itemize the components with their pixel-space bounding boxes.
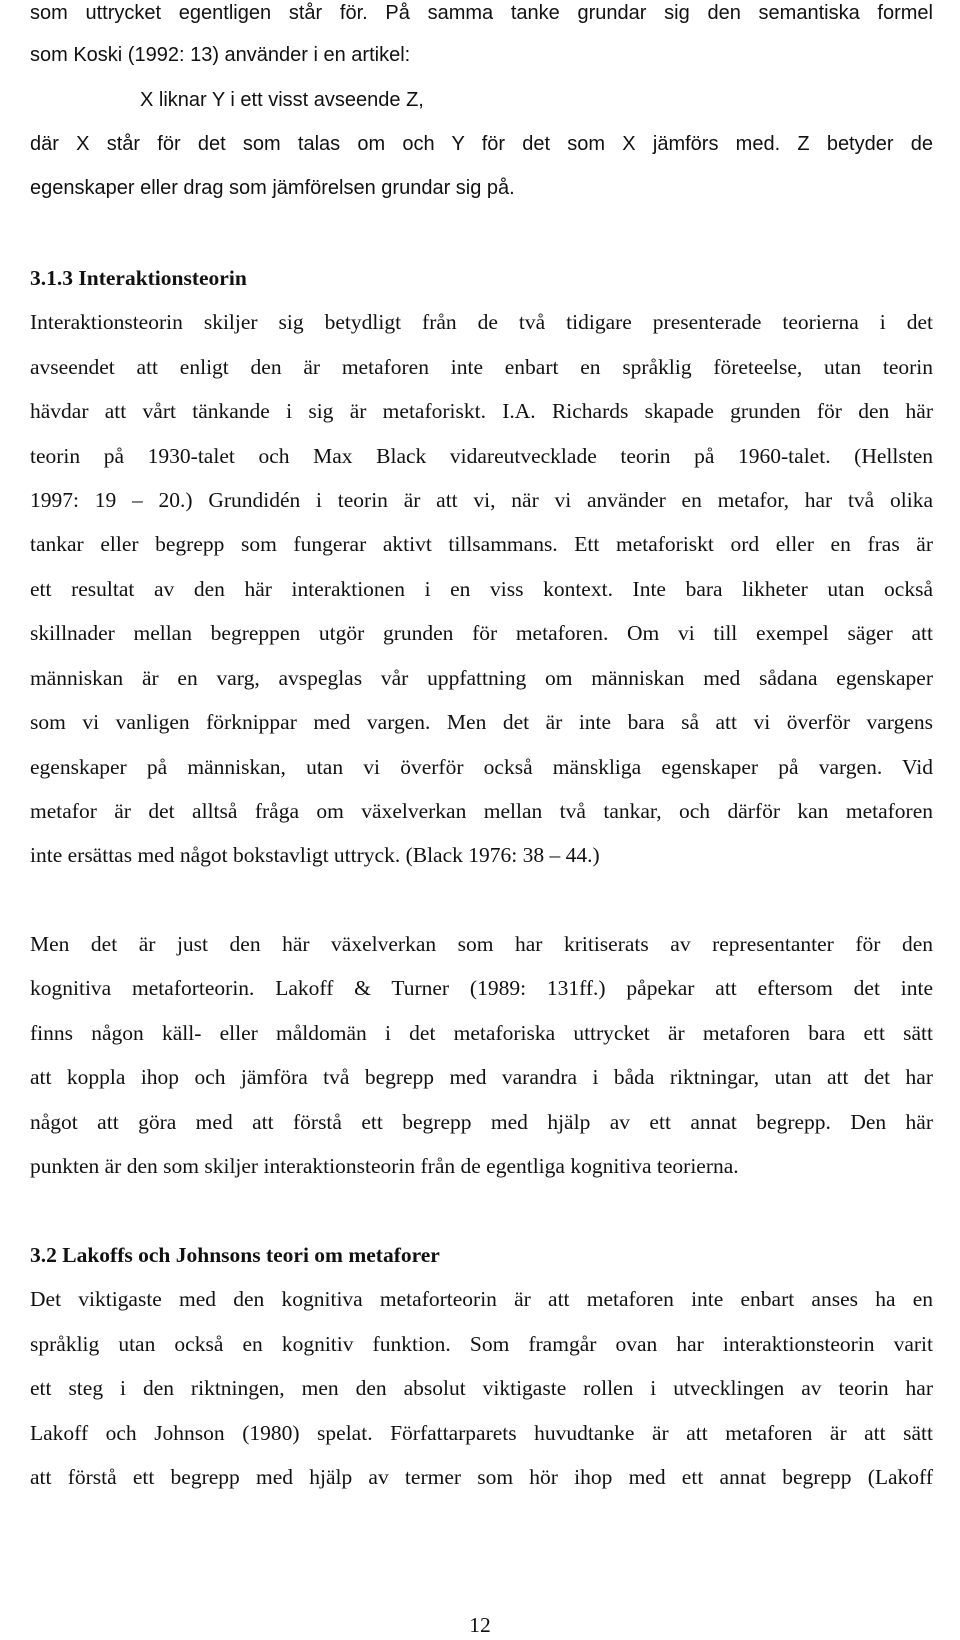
paragraph-line: som vi vanligen förknippar med vargen. Men det är inte bara så att vi överför vargens xyxy=(30,710,933,734)
paragraph-line: avseendet att enligt den är metaforen inte enbart en språklig företeelse, utan teorin xyxy=(30,355,933,379)
intro-line: där X står för det som talas om och Y för det som X jämförs med. Z betyder de xyxy=(30,133,933,155)
intro-line: egenskaper eller drag som jämförelsen grundar sig på. xyxy=(30,177,515,199)
paragraph-line: finns någon käll- eller måldomän i det metaforiska uttrycket är metaforen bara ett sätt xyxy=(30,1021,933,1045)
paragraph-line: teorin på 1930-talet och Max Black vidareutvecklade teorin på 1960-talet. (Hellsten xyxy=(30,444,933,468)
paragraph-line: egenskaper på människan, utan vi överför också mänskliga egenskaper på vargen. Vid xyxy=(30,755,933,779)
paragraph-line: människan är en varg, avspeglas vår uppfattning om människan med sådana egenskaper xyxy=(30,666,933,690)
paragraph-line: skillnader mellan begreppen utgör grunden för metaforen. Om vi till exempel säger att xyxy=(30,621,933,645)
intro-line: som uttrycket egentligen står för. På samma tanke grundar sig den semantiska formel xyxy=(30,2,933,24)
paragraph-line: att koppla ihop och jämföra två begrepp med varandra i båda riktningar, utan att det har xyxy=(30,1065,933,1089)
page-number: 12 xyxy=(469,1613,491,1637)
paragraph-line: metafor är det alltså fråga om växelverkan mellan två tankar, och därför kan metaforen xyxy=(30,799,933,823)
paragraph-line: något att göra med att förstå ett begrepp med hjälp av ett annat begrepp. Den här xyxy=(30,1110,933,1134)
paragraph-line: Men det är just den här växelverkan som har kritiserats av representanter för den xyxy=(30,932,933,956)
paragraph-line: hävdar att vårt tänkande i sig är metaforiskt. I.A. Richards skapade grunden för den här xyxy=(30,399,933,423)
section-heading: 3.1.3 Interaktionsteorin xyxy=(30,266,247,290)
paragraph-line: ett resultat av den här interaktionen i en viss kontext. Inte bara likheter utan också xyxy=(30,577,933,601)
paragraph-line: att förstå ett begrepp med hjälp av termer som hör ihop med ett annat begrepp (Lakoff xyxy=(30,1465,933,1489)
paragraph-line: kognitiva metaforteorin. Lakoff & Turner (1989: 131ff.) påpekar att eftersom det inte xyxy=(30,976,933,1000)
paragraph-line: punkten är den som skiljer interaktionsteorin från de egentliga kognitiva teorierna. xyxy=(30,1154,739,1178)
paragraph-line: 1997: 19 – 20.) Grundidén i teorin är att vi, när vi använder en metafor, har två olika xyxy=(30,488,933,512)
paragraph-line: inte ersättas med något bokstavligt uttryck. (Black 1976: 38 – 44.) xyxy=(30,843,600,867)
paragraph-line: Interaktionsteorin skiljer sig betydligt från de två tidigare presenterade teorierna i det xyxy=(30,310,933,334)
paragraph-line: Lakoff och Johnson (1980) spelat. Författarparets huvudtanke är att metaforen är att sätt xyxy=(30,1421,933,1445)
paragraph-line: språklig utan också en kognitiv funktion. Som framgår ovan har interaktionsteorin varit xyxy=(30,1332,933,1356)
paragraph-line: tankar eller begrepp som fungerar aktivt tillsammans. Ett metaforiskt ord eller en fras är xyxy=(30,532,933,556)
paragraph-line: ett steg i den riktningen, men den absolut viktigaste rollen i utvecklingen av teorin har xyxy=(30,1376,933,1400)
intro-line: som Koski (1992: 13) använder i en artikel: xyxy=(30,44,411,66)
formula-line: X liknar Y i ett visst avseende Z, xyxy=(140,89,424,111)
section-heading: 3.2 Lakoffs och Johnsons teori om metaforer xyxy=(30,1243,440,1267)
paragraph-line: Det viktigaste med den kognitiva metaforteorin är att metaforen inte enbart anses ha en xyxy=(30,1287,933,1311)
